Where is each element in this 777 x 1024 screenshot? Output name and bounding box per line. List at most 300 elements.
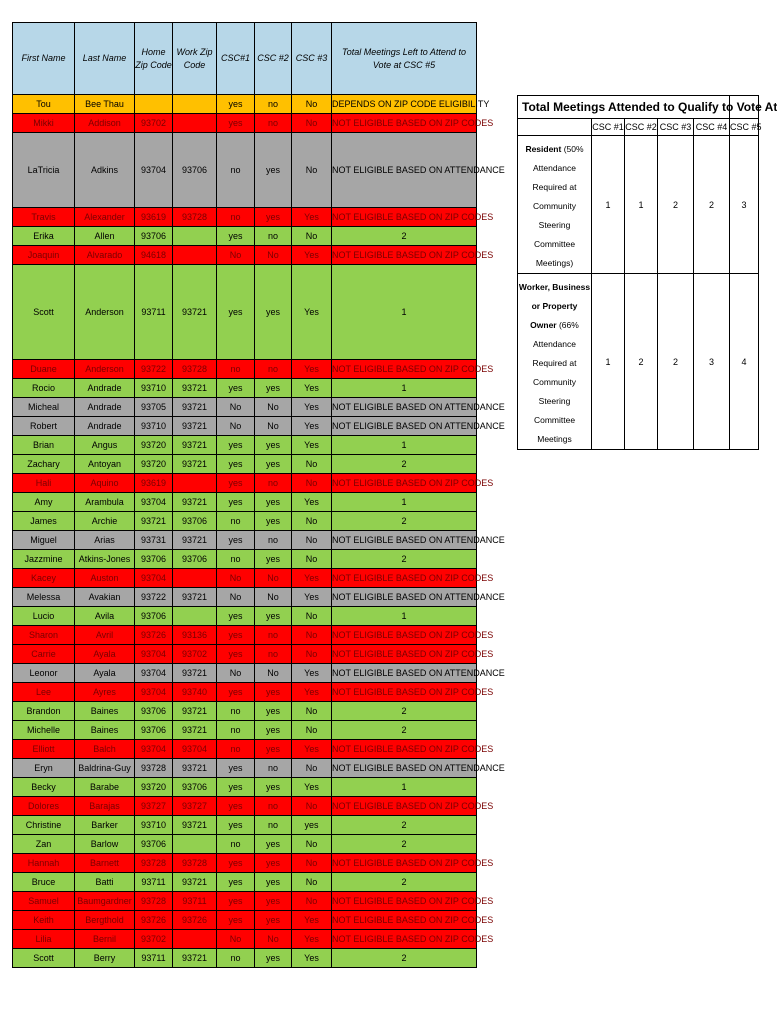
cell-last: Andrade: [75, 398, 135, 417]
cell-remaining: 1: [332, 607, 477, 626]
cell-last: Bee Thau: [75, 95, 135, 114]
cell-remaining: NOT ELIGIBLE BASED ON ZIP CODES: [332, 626, 477, 645]
cell-home-zip: 93711: [135, 873, 173, 892]
cell-csc3: Yes: [292, 664, 332, 683]
cell-csc1: yes: [217, 95, 255, 114]
cell-csc2: yes: [255, 778, 292, 797]
cell-csc3: Yes: [292, 588, 332, 607]
worker-value: 3: [694, 274, 730, 450]
cell-home-zip: 93720: [135, 778, 173, 797]
table-row: [13, 550, 477, 569]
cell-home-zip: 93704: [135, 569, 173, 588]
cell-last: Barajas: [75, 797, 135, 816]
table-row: [13, 721, 477, 740]
cell-csc1: no: [217, 550, 255, 569]
table-row: [13, 778, 477, 797]
cell-home-zip: 93706: [135, 835, 173, 854]
cell-csc1: No: [217, 664, 255, 683]
cell-csc3: No: [292, 114, 332, 133]
resident-value: 3: [730, 136, 759, 274]
cell-first: LaTricia: [13, 133, 75, 208]
cell-csc3: No: [292, 702, 332, 721]
cell-csc1: yes: [217, 911, 255, 930]
cell-csc3: Yes: [292, 208, 332, 227]
cell-last: Barnett: [75, 854, 135, 873]
cell-csc1: no: [217, 721, 255, 740]
cell-remaining: NOT ELIGIBLE BASED ON ATTENDANCE: [332, 417, 477, 436]
worker-value: 4: [730, 274, 759, 450]
cell-last: Ayala: [75, 645, 135, 664]
cell-first: Melessa: [13, 588, 75, 607]
cell-last: Arambula: [75, 493, 135, 512]
header-csc3: CSC #3: [292, 23, 332, 95]
table-row: [13, 949, 477, 968]
cell-home-zip: 93711: [135, 949, 173, 968]
cell-csc2: no: [255, 227, 292, 246]
cell-last: Anderson: [75, 360, 135, 379]
cell-work-zip: 93728: [173, 208, 217, 227]
cell-csc1: No: [217, 569, 255, 588]
cell-csc2: yes: [255, 379, 292, 398]
cell-csc3: No: [292, 797, 332, 816]
cell-work-zip: 93704: [173, 740, 217, 759]
cell-csc2: No: [255, 930, 292, 949]
col-header: CSC #2: [625, 119, 658, 136]
cell-first: Michelle: [13, 721, 75, 740]
cell-remaining: NOT ELIGIBLE BASED ON ZIP CODES: [332, 740, 477, 759]
cell-csc2: No: [255, 569, 292, 588]
cell-last: Barabe: [75, 778, 135, 797]
cell-home-zip: 93721: [135, 512, 173, 531]
cell-csc3: No: [292, 227, 332, 246]
cell-csc2: yes: [255, 265, 292, 360]
cell-first: Zan: [13, 835, 75, 854]
cell-csc1: yes: [217, 759, 255, 778]
cell-csc1: yes: [217, 854, 255, 873]
cell-csc2: yes: [255, 892, 292, 911]
cell-work-zip: 93721: [173, 759, 217, 778]
table-row: [13, 95, 477, 114]
cell-csc3: yes: [292, 816, 332, 835]
cell-first: Lucio: [13, 607, 75, 626]
cell-last: Addison: [75, 114, 135, 133]
table-row: [13, 797, 477, 816]
cell-home-zip: 93710: [135, 417, 173, 436]
cell-home-zip: 93702: [135, 114, 173, 133]
cell-remaining: NOT ELIGIBLE BASED ON ZIP CODES: [332, 360, 477, 379]
table-row: [13, 854, 477, 873]
cell-work-zip: 93726: [173, 911, 217, 930]
cell-home-zip: 93728: [135, 854, 173, 873]
worker-label: [518, 274, 592, 450]
cell-work-zip: 93706: [173, 133, 217, 208]
cell-work-zip: 93706: [173, 512, 217, 531]
cell-csc3: No: [292, 512, 332, 531]
cell-first: Scott: [13, 265, 75, 360]
cell-first: Eryn: [13, 759, 75, 778]
cell-csc2: No: [255, 398, 292, 417]
cell-csc1: yes: [217, 455, 255, 474]
attendance-table: [12, 22, 505, 968]
cell-work-zip: [173, 930, 217, 949]
col-header: CSC #1: [592, 119, 625, 136]
cell-first: Kacey: [13, 569, 75, 588]
resident-label: [518, 136, 592, 274]
worker-value: 2: [658, 274, 694, 450]
cell-remaining: 1: [332, 436, 477, 455]
cell-csc1: yes: [217, 892, 255, 911]
cell-csc3: No: [292, 892, 332, 911]
cell-csc3: Yes: [292, 379, 332, 398]
cell-csc3: No: [292, 626, 332, 645]
header-home-zip: Home Zip Code: [135, 23, 173, 95]
cell-work-zip: 93721: [173, 531, 217, 550]
cell-last: Avakian: [75, 588, 135, 607]
cell-remaining: 2: [332, 702, 477, 721]
cell-csc2: yes: [255, 740, 292, 759]
cell-csc2: no: [255, 816, 292, 835]
cell-remaining: NOT ELIGIBLE BASED ON ATTENDANCE: [332, 398, 477, 417]
cell-csc3: Yes: [292, 683, 332, 702]
cell-csc3: No: [292, 607, 332, 626]
table-row: [13, 417, 477, 436]
cell-remaining: DEPENDS ON ZIP CODE ELIGIBILITY: [332, 95, 477, 114]
cell-csc1: yes: [217, 873, 255, 892]
cell-remaining: 2: [332, 949, 477, 968]
cell-csc1: yes: [217, 607, 255, 626]
cell-csc1: No: [217, 930, 255, 949]
cell-home-zip: 93722: [135, 360, 173, 379]
cell-csc2: no: [255, 95, 292, 114]
cell-home-zip: 93726: [135, 626, 173, 645]
cell-csc1: yes: [217, 645, 255, 664]
cell-first: Mikki: [13, 114, 75, 133]
cell-work-zip: [173, 227, 217, 246]
cell-csc2: yes: [255, 702, 292, 721]
cell-last: Berry: [75, 949, 135, 968]
col-header: CSC #4: [694, 119, 730, 136]
cell-csc2: no: [255, 797, 292, 816]
cell-csc1: no: [217, 835, 255, 854]
cell-last: Auston: [75, 569, 135, 588]
header-remaining: Total Meetings Left to Attend to Vote at CSC #5: [332, 23, 477, 95]
cell-last: Aquino: [75, 474, 135, 493]
cell-home-zip: 93727: [135, 797, 173, 816]
cell-remaining: NOT ELIGIBLE BASED ON ATTENDANCE: [332, 664, 477, 683]
cell-last: Avril: [75, 626, 135, 645]
cell-csc2: yes: [255, 835, 292, 854]
cell-work-zip: 93706: [173, 550, 217, 569]
cell-home-zip: 93704: [135, 645, 173, 664]
cell-remaining: 2: [332, 835, 477, 854]
cell-home-zip: 93720: [135, 455, 173, 474]
cell-home-zip: 93728: [135, 892, 173, 911]
cell-work-zip: [173, 114, 217, 133]
cell-remaining: NOT ELIGIBLE BASED ON ZIP CODES: [332, 854, 477, 873]
header-row: [13, 23, 477, 95]
table-row: [13, 645, 477, 664]
table-row: [13, 816, 477, 835]
cell-csc1: No: [217, 398, 255, 417]
cell-work-zip: 93721: [173, 702, 217, 721]
cell-remaining: 2: [332, 512, 477, 531]
cell-csc2: no: [255, 645, 292, 664]
cell-work-zip: 93136: [173, 626, 217, 645]
cell-csc3: Yes: [292, 265, 332, 360]
cell-csc1: yes: [217, 683, 255, 702]
cell-csc1: no: [217, 702, 255, 721]
cell-remaining: 1: [332, 493, 477, 512]
cell-csc3: No: [292, 455, 332, 474]
cell-remaining: NOT ELIGIBLE BASED ON ZIP CODES: [332, 569, 477, 588]
cell-first: Zachary: [13, 455, 75, 474]
cell-home-zip: 93702: [135, 930, 173, 949]
cell-work-zip: 93721: [173, 493, 217, 512]
worker-value: 2: [625, 274, 658, 450]
cell-last: Bergthold: [75, 911, 135, 930]
cell-home-zip: 93720: [135, 436, 173, 455]
cell-csc1: yes: [217, 778, 255, 797]
table-row: [13, 930, 477, 949]
cell-csc1: yes: [217, 227, 255, 246]
cell-csc1: yes: [217, 797, 255, 816]
cell-work-zip: 93721: [173, 873, 217, 892]
cell-remaining: NOT ELIGIBLE BASED ON ZIP CODES: [332, 683, 477, 702]
cell-csc3: No: [292, 835, 332, 854]
cell-work-zip: 93728: [173, 360, 217, 379]
cell-last: Barker: [75, 816, 135, 835]
cell-csc3: No: [292, 95, 332, 114]
table-row: [13, 531, 477, 550]
resident-value: 2: [658, 136, 694, 274]
cell-home-zip: 93704: [135, 740, 173, 759]
table-row: [13, 911, 477, 930]
table-row: [13, 607, 477, 626]
cell-home-zip: [135, 95, 173, 114]
table-row: [13, 265, 477, 360]
cell-home-zip: 93706: [135, 607, 173, 626]
table-row: [13, 626, 477, 645]
table-row: [13, 835, 477, 854]
cell-first: Joaquin: [13, 246, 75, 265]
cell-home-zip: 93704: [135, 664, 173, 683]
col-header: CSC #3: [658, 119, 694, 136]
cell-first: Robert: [13, 417, 75, 436]
cell-remaining: 1: [332, 379, 477, 398]
cell-csc3: Yes: [292, 246, 332, 265]
resident-value: 2: [694, 136, 730, 274]
cell-work-zip: 93702: [173, 645, 217, 664]
cell-csc1: no: [217, 208, 255, 227]
header-last-name: Last Name: [75, 23, 135, 95]
cell-home-zip: 93728: [135, 759, 173, 778]
table-row: [13, 227, 477, 246]
resident-label-bold: Resident: [525, 144, 562, 154]
cell-remaining: NOT ELIGIBLE BASED ON ZIP CODES: [332, 797, 477, 816]
cell-remaining: NOT ELIGIBLE BASED ON ZIP CODES: [332, 208, 477, 227]
cell-last: Bernil: [75, 930, 135, 949]
cell-csc2: yes: [255, 133, 292, 208]
table-row: [13, 892, 477, 911]
qualification-table: [517, 95, 777, 450]
cell-home-zip: 93706: [135, 702, 173, 721]
cell-csc1: no: [217, 949, 255, 968]
cell-home-zip: 93706: [135, 721, 173, 740]
cell-csc3: Yes: [292, 949, 332, 968]
cell-last: Angus: [75, 436, 135, 455]
table-row: [13, 246, 477, 265]
cell-remaining: 2: [332, 550, 477, 569]
cell-last: Allen: [75, 227, 135, 246]
cell-first: Bruce: [13, 873, 75, 892]
cell-csc2: No: [255, 664, 292, 683]
table-row: [13, 664, 477, 683]
table-row: [13, 114, 477, 133]
cell-last: Alvarado: [75, 246, 135, 265]
cell-csc3: No: [292, 531, 332, 550]
cell-remaining: NOT ELIGIBLE BASED ON ATTENDANCE: [332, 588, 477, 607]
table-row: [13, 759, 477, 778]
cell-work-zip: [173, 95, 217, 114]
cell-work-zip: 93721: [173, 417, 217, 436]
cell-csc3: Yes: [292, 493, 332, 512]
cell-remaining: 2: [332, 816, 477, 835]
resident-value: 1: [592, 136, 625, 274]
cell-home-zip: 93726: [135, 911, 173, 930]
cell-remaining: NOT ELIGIBLE BASED ON ATTENDANCE: [332, 531, 477, 550]
cell-csc2: yes: [255, 683, 292, 702]
cell-home-zip: 93711: [135, 265, 173, 360]
cell-csc3: Yes: [292, 740, 332, 759]
cell-csc3: Yes: [292, 398, 332, 417]
table-row: [13, 436, 477, 455]
cell-csc3: No: [292, 854, 332, 873]
cell-csc1: No: [217, 417, 255, 436]
cell-csc2: no: [255, 474, 292, 493]
qualification-title: Total Meetings Attended to Qualify to Vote At: [518, 96, 730, 119]
cell-csc2: No: [255, 417, 292, 436]
cell-csc1: no: [217, 360, 255, 379]
cell-work-zip: [173, 569, 217, 588]
header-csc2: CSC #2: [255, 23, 292, 95]
cell-remaining: 2: [332, 721, 477, 740]
cell-first: Hannah: [13, 854, 75, 873]
cell-csc2: yes: [255, 607, 292, 626]
cell-last: Balch: [75, 740, 135, 759]
cell-csc2: yes: [255, 512, 292, 531]
cell-csc1: no: [217, 740, 255, 759]
cell-csc1: yes: [217, 626, 255, 645]
cell-last: Anderson: [75, 265, 135, 360]
cell-csc2: no: [255, 626, 292, 645]
cell-home-zip: 93705: [135, 398, 173, 417]
cell-first: Tou: [13, 95, 75, 114]
cell-work-zip: 93711: [173, 892, 217, 911]
cell-first: Elliott: [13, 740, 75, 759]
cell-csc3: No: [292, 133, 332, 208]
cell-csc3: Yes: [292, 778, 332, 797]
cell-last: Barlow: [75, 835, 135, 854]
cell-first: Sharon: [13, 626, 75, 645]
cell-csc2: yes: [255, 208, 292, 227]
cell-first: Brandon: [13, 702, 75, 721]
cell-last: Baines: [75, 702, 135, 721]
cell-work-zip: 93721: [173, 588, 217, 607]
cell-csc3: Yes: [292, 417, 332, 436]
cell-work-zip: 93721: [173, 436, 217, 455]
cell-csc3: No: [292, 759, 332, 778]
table-row: [13, 208, 477, 227]
cell-work-zip: 93721: [173, 721, 217, 740]
cell-first: Rocio: [13, 379, 75, 398]
table-row: [13, 379, 477, 398]
worker-label-rest: (66% Attendance Required at Community Steering Committee Meetings: [532, 320, 579, 444]
cell-first: Erika: [13, 227, 75, 246]
cell-csc3: No: [292, 645, 332, 664]
cell-home-zip: 93710: [135, 379, 173, 398]
cell-work-zip: [173, 607, 217, 626]
cell-remaining: NOT ELIGIBLE BASED ON ZIP CODES: [332, 114, 477, 133]
cell-first: Miguel: [13, 531, 75, 550]
cell-first: Hali: [13, 474, 75, 493]
cell-csc1: yes: [217, 265, 255, 360]
cell-home-zip: 94618: [135, 246, 173, 265]
cell-last: Andrade: [75, 379, 135, 398]
cell-last: Baldrina-Guy: [75, 759, 135, 778]
table-row: [13, 683, 477, 702]
cell-csc3: Yes: [292, 360, 332, 379]
cell-csc2: no: [255, 759, 292, 778]
cell-home-zip: 93710: [135, 816, 173, 835]
cell-first: Dolores: [13, 797, 75, 816]
cell-work-zip: 93706: [173, 778, 217, 797]
cell-home-zip: 93706: [135, 550, 173, 569]
cell-work-zip: [173, 474, 217, 493]
cell-home-zip: 93706: [135, 227, 173, 246]
cell-work-zip: 93721: [173, 949, 217, 968]
cell-csc1: yes: [217, 493, 255, 512]
resident-value: 1: [625, 136, 658, 274]
table-row: [13, 702, 477, 721]
cell-remaining: NOT ELIGIBLE BASED ON ZIP CODES: [332, 930, 477, 949]
cell-work-zip: 93721: [173, 816, 217, 835]
cell-last: Archie: [75, 512, 135, 531]
cell-remaining: NOT ELIGIBLE BASED ON ATTENDANCE: [332, 133, 477, 208]
cell-work-zip: 93721: [173, 455, 217, 474]
cell-work-zip: 93721: [173, 664, 217, 683]
cell-first: Christine: [13, 816, 75, 835]
cell-last: Baumgardner: [75, 892, 135, 911]
table-row: [13, 398, 477, 417]
cell-remaining: NOT ELIGIBLE BASED ON ZIP CODES: [332, 911, 477, 930]
cell-csc2: yes: [255, 721, 292, 740]
cell-first: Travis: [13, 208, 75, 227]
cell-work-zip: [173, 246, 217, 265]
cell-home-zip: 93722: [135, 588, 173, 607]
cell-first: Leonor: [13, 664, 75, 683]
cell-csc1: No: [217, 588, 255, 607]
table-row: [13, 360, 477, 379]
cell-csc2: yes: [255, 854, 292, 873]
col-header: CSC #5: [730, 119, 759, 136]
header-blank-cell: [518, 119, 592, 136]
cell-csc2: no: [255, 114, 292, 133]
resident-label-rest: (50% Attendance Required at Community Steering Committee Meetings): [532, 144, 584, 268]
cell-csc2: no: [255, 360, 292, 379]
cell-csc1: No: [217, 246, 255, 265]
cell-home-zip: 93619: [135, 474, 173, 493]
cell-home-zip: 93731: [135, 531, 173, 550]
